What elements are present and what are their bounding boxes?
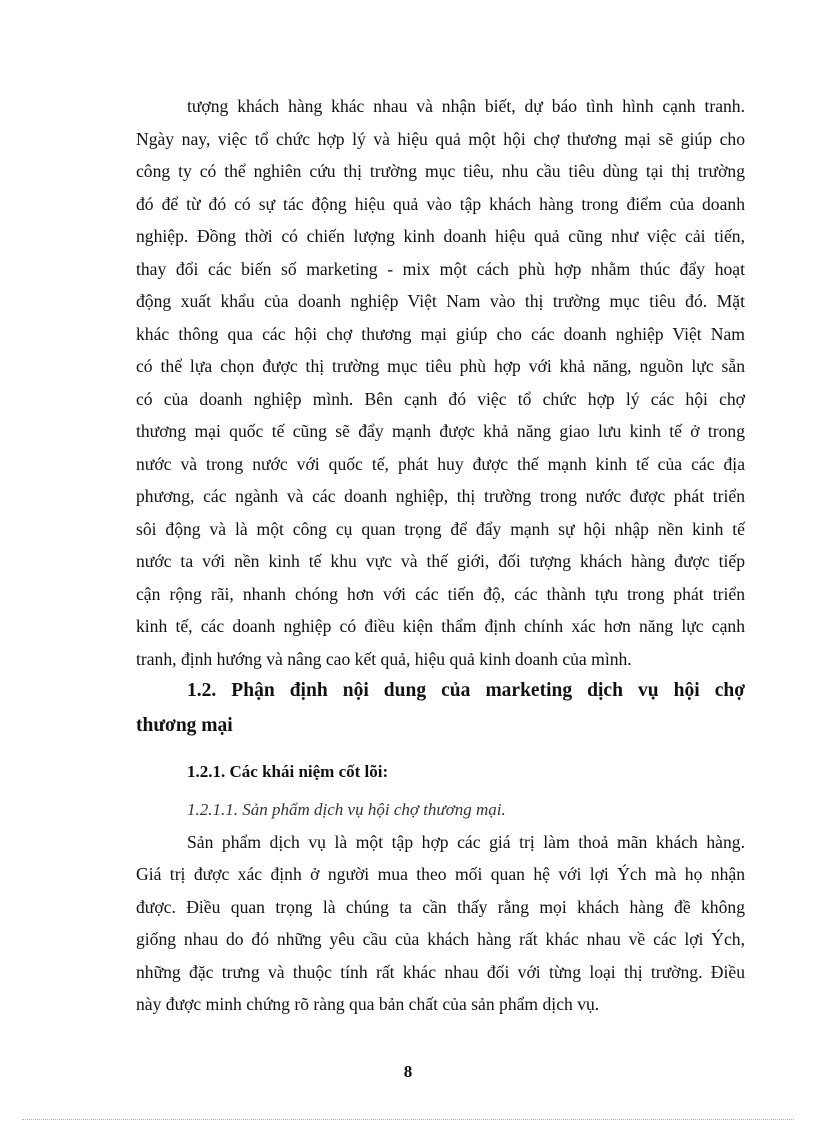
subsection-heading: 1.2.1. Các khái niệm cốt lõi:	[187, 762, 389, 781]
subsubsection-heading: 1.2.1.1. Sản phẩm dịch vụ hội chợ thương mại.	[187, 800, 506, 819]
paragraph-line: Ngày nay, việc tổ chức hợp lý và hiệu quả một hội chợ thương mại sẽ giúp cho	[136, 129, 745, 149]
paragraph-line: Sản phẩm dịch vụ là một tập hợp các giá trị làm thoả mãn khách hàng.	[187, 832, 745, 852]
section-heading-continued: thương mại	[136, 715, 233, 736]
section-heading: 1.2. Phận định nội dung của marketing dịch vụ hội chợ	[187, 680, 745, 701]
paragraph-line: tranh, định hướng và nâng cao kết quả, hiệu quả kinh doanh của mình.	[136, 649, 632, 669]
paragraph-line: cận rộng rãi, nhanh chóng hơn với các tiến độ, các thành tựu trong phát triển	[136, 584, 745, 604]
page-number: 8	[403, 1062, 413, 1081]
paragraph-line: động xuất khẩu của doanh nghiệp Việt Nam vào thị trường mục tiêu đó. Mặt	[136, 291, 745, 311]
paragraph-line: tượng khách hàng khác nhau và nhận biết, dự báo tình hình cạnh tranh.	[187, 96, 745, 116]
paragraph-line: Giá trị được xác định ở người mua theo mối quan hệ với lợi Ých mà họ nhận	[136, 864, 745, 884]
paragraph-line: nước ta với nền kinh tế khu vực và thế giới, đối tượng khách hàng được tiếp	[136, 551, 745, 571]
paragraph-line: nghiệp. Đồng thời có chiến lượng kinh doanh hiệu quả cũng như việc cải tiến,	[136, 226, 745, 246]
paragraph-line: khác thông qua các hội chợ thương mại giúp cho các doanh nghiệp Việt Nam	[136, 324, 745, 344]
paragraph-line: những đặc trưng và thuộc tính rất khác nhau đối với từng loại thị trường. Điều	[136, 962, 745, 982]
paragraph-line: giống nhau do đó những yêu cầu của khách hàng rất khác nhau về các lợi Ých,	[136, 929, 745, 949]
paragraph-line: sôi động và là một công cụ quan trọng để đẩy mạnh sự hội nhập nền kinh tế	[136, 519, 745, 539]
paragraph-line: được. Điều quan trọng là chúng ta cần thấy rằng mọi khách hàng đề không	[136, 897, 745, 917]
paragraph-line: thay đổi các biến số marketing - mix một cách phù hợp nhằm thúc đẩy hoạt	[136, 259, 745, 279]
paragraph-line: nước và trong nước với quốc tế, phát huy được thế mạnh kinh tế của các địa	[136, 454, 745, 474]
paragraph-line: có của doanh nghiệp mình. Bên cạnh đó việc tổ chức hợp lý các hội chợ	[136, 389, 745, 409]
paragraph-line: thương mại quốc tế cũng sẽ đẩy mạnh được khả năng giao lưu kinh tế ở trong	[136, 421, 745, 441]
paragraph-line: này được minh chứng rõ ràng qua bản chất của sản phẩm dịch vụ.	[136, 994, 600, 1014]
paragraph-line: đó để từ đó có sự tác động hiệu quả vào tập khách hàng trong điểm của doanh	[136, 194, 745, 214]
paragraph-line: phương, các ngành và các doanh nghiệp, thị trường trong nước được phát triển	[136, 486, 745, 506]
page-border	[22, 1119, 794, 1120]
paragraph-line: có thể lựa chọn được thị trường mục tiêu phù hợp với khả năng, nguồn lực sẵn	[136, 356, 745, 376]
paragraph-line: kinh tế, các doanh nghiệp có điều kiện thẩm định chính xác hơn năng lực cạnh	[136, 616, 745, 636]
paragraph-line: công ty có thể nghiên cứu thị trường mục tiêu, nhu cầu tiêu dùng tại thị trường	[136, 161, 745, 181]
